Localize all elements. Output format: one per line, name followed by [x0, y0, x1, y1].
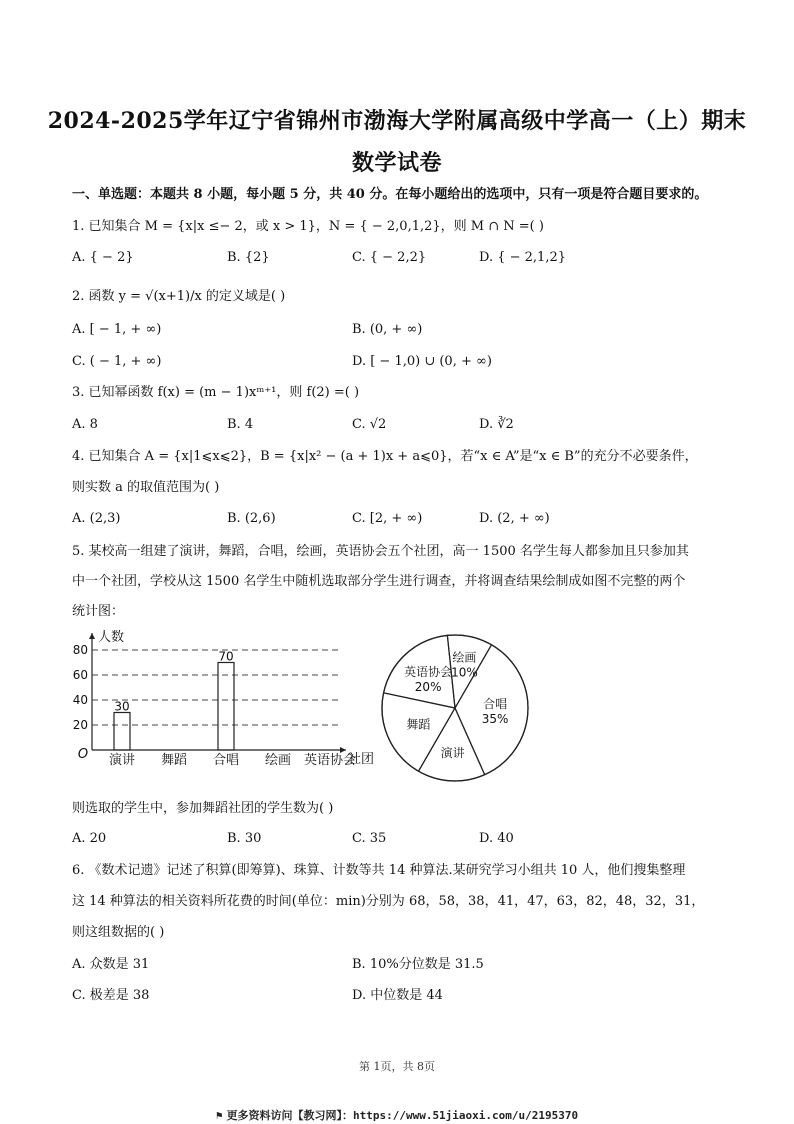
x-tick-label: 绘画: [264, 753, 292, 768]
slice-value-label: 35%: [481, 712, 509, 727]
q1-stem: 1. 已知集合 M = {x|x ≤− 2，或 x > 1}，N = { − 2,0,1,2}，则 M ∩ N =( ): [72, 219, 544, 234]
q1-option-c: C. { − 2,2}: [352, 250, 427, 265]
x-tick-label: 合唱: [212, 753, 240, 768]
q2-option-a: A. [ − 1, + ∞): [72, 322, 162, 337]
q5-option-b: B. 30: [227, 831, 262, 846]
q4-option-a: A. (2,3): [72, 511, 121, 526]
q6-stem-line3: 则这组数据的( ): [72, 925, 165, 940]
page-title: 2024-2025学年辽宁省锦州市渤海大学附属高级中学高一（上）期末: [47, 108, 747, 134]
y-tick-label: 40: [72, 693, 88, 707]
q5-stem-line1: 5. 某校高一组建了演讲，舞蹈，合唱，绘画，英语协会五个社团，高一 1500 名学生每人都参加且只参加其: [72, 544, 689, 559]
q3-stem: 3. 已知幂函数 f(x) = (m − 1)xᵐ⁺¹，则 f(2) =( ): [72, 385, 360, 400]
slice-label: 演讲: [440, 746, 465, 761]
y-tick-label: 80: [72, 643, 88, 657]
q4-stem-line2: 则实数 a 的取值范围为( ): [72, 480, 220, 495]
y-tick-label: 20: [72, 718, 88, 732]
slice-value-label: 10%: [451, 665, 478, 680]
q4-option-b: B. (2,6): [227, 511, 276, 526]
q4-option-d: D. (2, + ∞): [479, 511, 550, 526]
x-tick-label: 演讲: [108, 753, 136, 768]
y-tick-label: 60: [72, 668, 88, 682]
page-footer: 第 1页，共 8页: [359, 1060, 435, 1073]
slice-value-label: 20%: [414, 680, 442, 695]
q2-option-b: B. (0, + ∞): [352, 322, 423, 337]
y-axis-label: 人数: [98, 630, 125, 645]
q5-stem-line3: 统计图：: [72, 604, 125, 619]
q2-option-d: D. [ − 1,0) ∪ (0, + ∞): [352, 354, 492, 369]
q5-question: 则选取的学生中，参加舞蹈社团的学生数为( ): [72, 801, 334, 816]
slice-label: 绘画: [452, 650, 477, 665]
q4-option-c: C. [2, + ∞): [352, 511, 423, 526]
section-header: 一、单选题：本题共 8 小题，每小题 5 分，共 40 分。在每小题给出的选项中，只有一项是符合题目要求的。: [72, 187, 708, 202]
q6-stem-line2: 这 14 种算法的相关资料所花费的时间(单位：min)分别为 68，58，38，41，47，63，82，48，32，31，: [72, 894, 705, 909]
y-axis-arrow: [89, 633, 95, 639]
q1-option-d: D. { − 2,1,2}: [479, 250, 567, 265]
q1-option-b: B. {2}: [227, 250, 270, 265]
q5-stem-line2: 中一个社团，学校从这 1500 名学生中随机选取部分学生进行调查，并将调查结果绘制成如图不完整的两个: [72, 574, 686, 589]
promo-text[interactable]: 更多资料访问【教习网】：https://www.51jiaoxi.com/u/2195370: [226, 1109, 579, 1122]
data-label: 30: [114, 699, 130, 714]
data-label: 70: [218, 649, 234, 664]
origin-label: O: [77, 747, 89, 762]
q2-option-c: C. ( − 1, + ∞): [72, 354, 162, 369]
q6-option-b: B. 10%分位数是 31.5: [352, 957, 484, 972]
slice-label: 舞蹈: [406, 717, 431, 732]
slice-label: 合唱: [483, 697, 508, 712]
x-tick-label: 舞蹈: [160, 753, 188, 768]
q3-option-b: B. 4: [227, 417, 254, 432]
q6-option-c: C. 极差是 38: [72, 988, 150, 1003]
bar: [218, 663, 234, 751]
page-subtitle: 数学试卷: [351, 150, 442, 176]
q2-stem: 2. 函数 y = √(x+1)/x 的定义域是( ): [72, 289, 286, 304]
q3-option-c: C. √2: [352, 417, 387, 432]
q6-stem-line1: 6. 《数术记遗》记述了积算(即筹算)、珠算、计数等共 14 种算法.某研究学习小组共 10 人，他们搜集整理: [72, 863, 686, 878]
bar-chart: [60, 625, 380, 775]
q5-option-d: D. 40: [479, 831, 514, 846]
promo-line[interactable]: [0, 1107, 794, 1123]
q3-option-d: D. ∛2: [479, 417, 514, 432]
q5-option-c: C. 35: [352, 831, 387, 846]
q3-option-a: A. 8: [72, 417, 98, 432]
q5-option-a: A. 20: [72, 831, 107, 846]
pie-chart: [375, 628, 535, 788]
q6-option-d: D. 中位数是 44: [352, 988, 443, 1003]
flag-icon: ⚑: [215, 1109, 223, 1122]
x-axis-label: 社团: [348, 752, 375, 767]
bar: [114, 713, 130, 751]
x-tick-label: 英语协会: [303, 753, 357, 768]
q4-stem-line1: 4. 已知集合 A = {x|1⩽x⩽2}，B = {x|x² − (a + 1)x + a⩽0}，若“x ∈ A”是“x ∈ B”的充分不必要条件，: [72, 449, 698, 464]
slice-label: 英语协会: [404, 665, 453, 680]
q1-option-a: A. { − 2}: [72, 250, 134, 265]
q6-option-a: A. 众数是 31: [72, 957, 150, 972]
